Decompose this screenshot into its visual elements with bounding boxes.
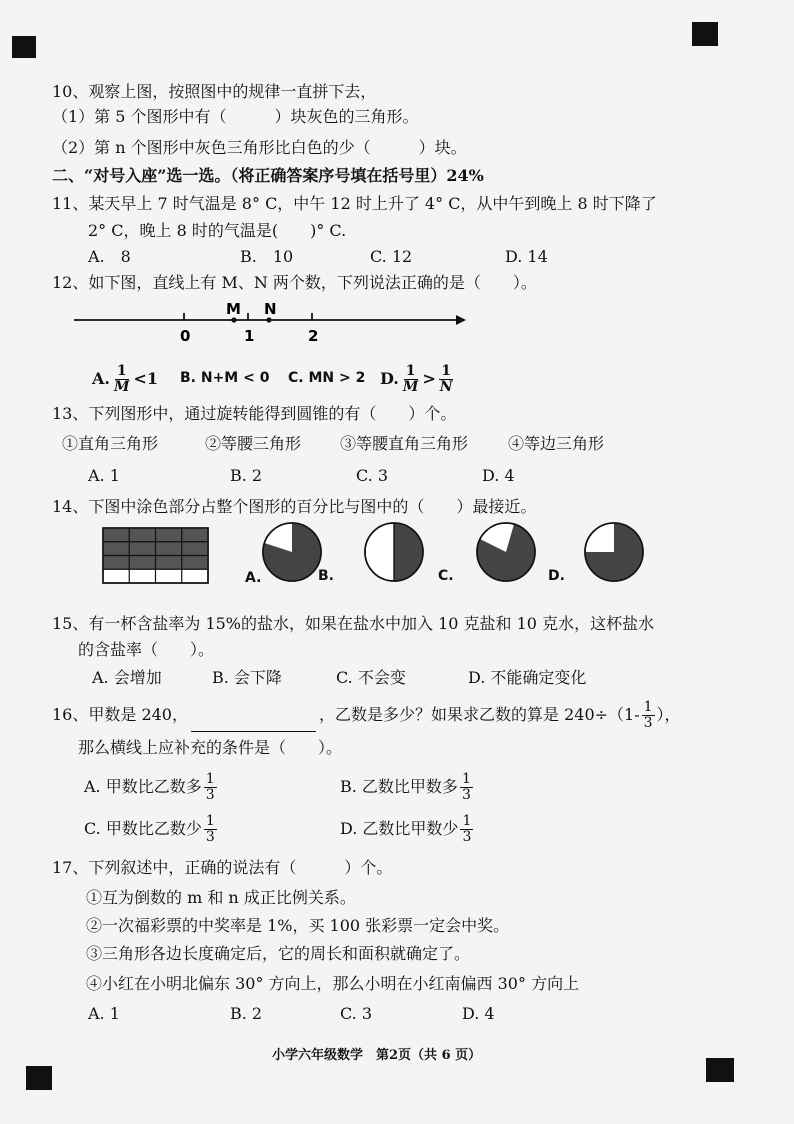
shaded-grid	[102, 527, 210, 585]
q11-option-b: B. 10	[240, 247, 294, 266]
q17-statement-1: ①互为倒数的 m 和 n 成正比例关系。	[86, 888, 356, 907]
q15-line2: 的含盐率（ ）。	[78, 640, 215, 659]
tick-label-2: 2	[308, 327, 319, 345]
number-line	[70, 300, 470, 346]
q12-option-d: D. $\frac{1}{M}$ > $\frac{1}{N}$	[380, 363, 453, 395]
q10-part1: （1）第 5 个图形中有（ ）块灰色的三角形。	[52, 107, 419, 126]
q17-statement-3: ③三角形各边长度确定后，它的周长和面积就确定了。	[86, 944, 471, 963]
q17-option-b: B. 2	[230, 1004, 263, 1023]
q13-option-a: A. 1	[88, 466, 120, 485]
q11-option-a: A. 8	[88, 247, 131, 266]
q16-option-d: D. 乙数比甲数少 $\frac{1}{3}$	[340, 813, 472, 845]
q12-option-b: B. N+M < 0	[180, 370, 270, 386]
q12-stem: 12、如下图，直线上有 M、N 两个数，下列说法正确的是（ ）。	[52, 273, 537, 292]
tick-label-1: 1	[244, 327, 255, 345]
q13-option-d: D. 4	[482, 466, 515, 485]
q17-option-c: C. 3	[340, 1004, 373, 1023]
q17-statement-4: ④小红在小明北偏东 30° 方向上，那么小明在小红南偏西 30° 方向上	[86, 974, 580, 993]
point-m	[231, 317, 236, 322]
q15-line1: 15、有一杯含盐率为 15%的盐水，如果在盐水中加入 10 克盐和 10 克水，这杯盐水	[52, 614, 655, 633]
q15-option-a: A. 会增加	[92, 668, 162, 687]
number-line-arrow	[456, 315, 466, 325]
q14-label-c: C.	[438, 568, 454, 584]
q11-option-c: C. 12	[370, 247, 413, 266]
q13-item-4: ④等边三角形	[508, 434, 605, 453]
q11-line1: 11、某天早上 7 时气温是 8° C，中午 12 时上升了 4° C，从中午到晚上 8 时下降了	[52, 194, 657, 213]
q17-option-a: A. 1	[88, 1004, 120, 1023]
q14-stem: 14、下图中涂色部分占整个图形的百分比与图中的（ ）最接近。	[52, 497, 537, 516]
q15-option-b: B. 会下降	[212, 668, 282, 687]
q16-option-b: B. 乙数比甲数多 $\frac{1}{3}$	[340, 771, 471, 803]
label-m: M	[226, 300, 241, 318]
label-n: N	[264, 300, 277, 318]
pie-b-shaded	[394, 523, 423, 581]
registration-mark-top-right	[692, 22, 718, 46]
q13-item-3: ③等腰直角三角形	[340, 434, 469, 453]
q13-stem: 13、下列图形中，通过旋转能得到圆锥的有（ ）个。	[52, 404, 457, 423]
q16-option-c: C. 甲数比乙数少 $\frac{1}{3}$	[84, 813, 215, 845]
q17-statement-2: ②一次福彩票的中奖率是 1%，买 100 张彩票一定会中奖。	[86, 916, 510, 935]
pie-a	[260, 520, 324, 584]
section2-title: 二、“对号入座”选一选。（将正确答案序号填在括号里）24%	[52, 166, 484, 185]
q16-line1: 16、甲数是 240， ，乙数是多少？如果求乙数的算是 240÷（1- $\frac{1}{3}$ ），	[52, 699, 681, 731]
q13-option-c: C. 3	[356, 466, 389, 485]
q12-option-c: C. MN > 2	[288, 370, 366, 386]
q15-option-d: D. 不能确定变化	[468, 668, 587, 687]
q17-stem: 17、下列叙述中，正确的说法有（ ）个。	[52, 858, 393, 877]
tick-label-0: 0	[180, 327, 191, 345]
q16-blank	[191, 715, 316, 732]
q16-option-a: A. 甲数比乙数多 $\frac{1}{3}$	[84, 771, 215, 803]
q10-part2: （2）第 n 个图形中灰色三角形比白色的少（ ）块。	[52, 138, 467, 157]
q14-label-a: A.	[245, 570, 262, 586]
pie-c	[474, 520, 538, 584]
q14-label-b: B.	[318, 568, 334, 584]
q14-label-d: D.	[548, 568, 565, 584]
q13-item-1: ①直角三角形	[62, 434, 159, 453]
q13-option-b: B. 2	[230, 466, 263, 485]
q10-stem: 10、观察上图，按照图中的规律一直拼下去，	[52, 82, 377, 101]
q17-option-d: D. 4	[462, 1004, 495, 1023]
q16-line2: 那么横线上应补充的条件是（ ）。	[78, 738, 343, 757]
registration-mark-bottom-left	[26, 1066, 52, 1090]
point-n	[266, 317, 271, 322]
registration-mark-top-left	[12, 36, 36, 58]
q11-line2: 2° C，晚上 8 时的气温是( )° C.	[88, 221, 347, 240]
registration-mark-bottom-right	[706, 1058, 734, 1082]
q13-item-2: ②等腰三角形	[205, 434, 302, 453]
page-footer: 小学六年级数学 第2页（共 6 页）	[272, 1048, 482, 1063]
q11-option-d: D. 14	[505, 247, 548, 266]
pie-b	[362, 520, 426, 584]
q12-option-a: A. $\frac{1}{M}$ <1	[92, 363, 159, 395]
q15-option-c: C. 不会变	[336, 668, 406, 687]
pie-d	[582, 520, 646, 584]
